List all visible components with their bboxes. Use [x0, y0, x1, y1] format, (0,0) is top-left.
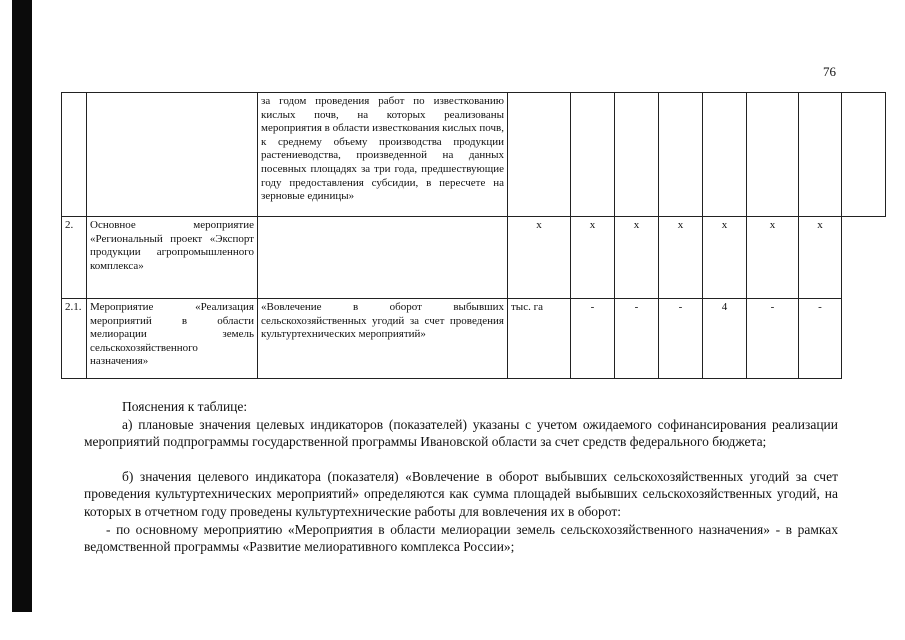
unit-cell: [508, 93, 571, 217]
table-row: [62, 299, 886, 379]
value-cell: х: [571, 217, 615, 299]
note-b: б) значения целевого индикатора (показателя) «Вовлечение в оборот выбывших сельскохозяйственных угодий за счет проведения культуртехнических мероприятий» определяются как сумма площадей выбывших сельскохозяйственных угодий, на которых в отчетном году проведены культуртехнические работы для вовлечения их в оборот:: [84, 468, 838, 519]
value-cell: -: [659, 299, 703, 379]
value-cell: х: [799, 217, 842, 299]
unit-cell: тыс. га: [508, 299, 571, 379]
value-cell: [747, 93, 799, 217]
row-number-cell: [62, 93, 87, 217]
value-cell: -: [799, 299, 842, 379]
table-row: [62, 93, 886, 217]
table-row: [62, 217, 886, 299]
value-cell: [842, 93, 886, 217]
value-cell: [703, 93, 747, 217]
value-cell: х: [747, 217, 799, 299]
event-name-cell: [87, 93, 258, 217]
value-cell: [571, 93, 615, 217]
value-cell: -: [571, 299, 615, 379]
unit-cell: х: [508, 217, 571, 299]
table-notes: [84, 398, 838, 556]
event-name-cell: Мероприятие «Реализация мероприятий в области мелиорации земель сельскохозяйственного назначения»: [87, 299, 258, 379]
indicator-cell: «Вовлечение в оборот выбывших сельскохозяйственных угодий за счет проведения культуртехнических мероприятий»: [258, 299, 508, 379]
value-cell: х: [659, 217, 703, 299]
event-name-cell: Основное мероприятие «Региональный проект «Экспорт продукции агропромышленного комплекса»: [87, 217, 258, 299]
indicators-table: [61, 92, 886, 379]
row-number-cell: 2.1.: [62, 299, 87, 379]
note-a: а) плановые значения целевых индикаторов (показателей) указаны с учетом ожидаемого софинансирования реализации мероприятий подпрограммы государственной программы Ивановской области за счет средств федерального бюджета;: [84, 416, 838, 450]
value-cell: [799, 93, 842, 217]
value-cell: -: [615, 299, 659, 379]
note-c: - по основному мероприятию «Мероприятия в области мелиорации земель сельскохозяйственного назначения» - в рамках ведомственной программы «Развитие мелиоративного комплекса России»;: [84, 521, 838, 555]
value-cell: [659, 93, 703, 217]
row-number-cell: 2.: [62, 217, 87, 299]
page-number: 76: [823, 64, 836, 79]
notes-heading: Пояснения к таблице:: [122, 399, 248, 414]
value-cell: -: [747, 299, 799, 379]
value-cell: х: [703, 217, 747, 299]
value-cell: х: [615, 217, 659, 299]
value-cell: [615, 93, 659, 217]
value-cell: 4: [703, 299, 747, 379]
indicator-cell: [258, 217, 508, 299]
scan-edge-bar: [12, 0, 32, 612]
indicator-cell: за годом проведения работ по известкованию кислых почв, на которых реализованы мероприятия в области известкования кислых почв, к среднему объему производства продукции растениеводства, произведенной на данных посевных площадях за три года, предшествующие году предоставления субсидии, в пересчете на зерновые единицы»: [258, 93, 508, 217]
